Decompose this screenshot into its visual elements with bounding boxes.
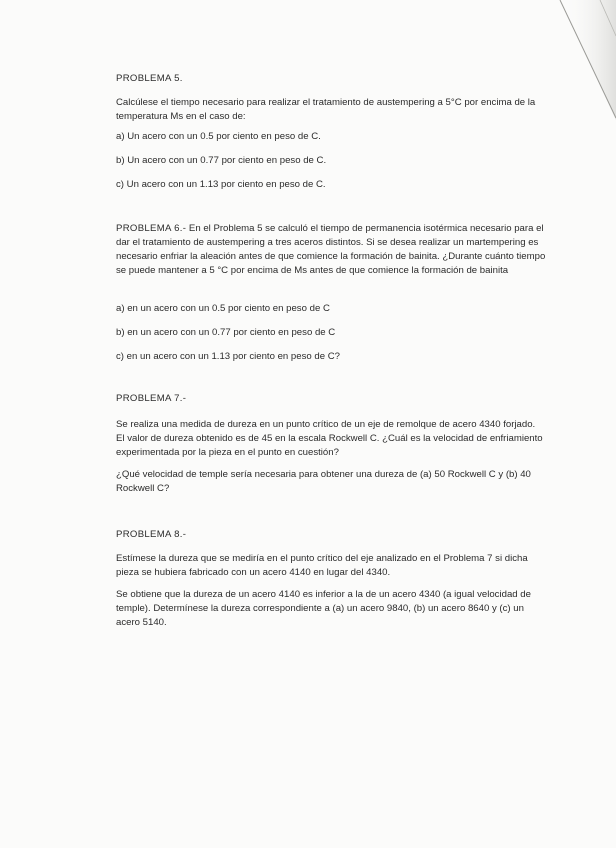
problem-5-item-c: c) Un acero con un 1.13 por ciento en peso de C. — [116, 179, 326, 190]
problem-5-heading: PROBLEMA 5. — [116, 73, 183, 84]
problem-7-paragraph-1: Se realiza una medida de dureza en un punto crítico de un eje de remolque de acero 4340 forjado. El valor de dureza obtenido es de 45 en la escala Rockwell C. ¿Cuál es la velocidad de enfriamiento experimentada por la pieza en el punto en cuestión? — [116, 419, 543, 458]
problem-6 — [116, 222, 546, 278]
problem-8-heading: PROBLEMA 8.- — [116, 529, 187, 540]
problem-8-paragraph-2: Se obtiene que la dureza de un acero 4140 es inferior a la de un acero 4340 (a igual velocidad de temple). Determínese la dureza correspondiente a (a) un acero 9840, (b) un acero 8640 y (c) un acero 5140. — [116, 589, 531, 628]
problem-7-paragraph-2: ¿Qué velocidad de temple sería necesaria para obtener una dureza de (a) 50 Rockwell C y (b) 40 Rockwell C? — [116, 469, 531, 494]
problem-6-intro: En el Problema 5 se calculó el tiempo de permanencia isotérmica necesario para el dar el tratamiento de austempering a tres aceros distintos. Si se desea realizar un martempering es necesario enfriar la aleación antes de que comience la formación de bainita. ¿Durante cuánto tiempo se puede mantener a 5 °C por encima de Ms antes de que comience la formación de bainita — [116, 223, 546, 276]
problem-5-intro: Calcúlese el tiempo necesario para realizar el tratamiento de austempering a 5°C por encima de la temperatura Ms en el caso de: — [116, 97, 536, 122]
problem-8-paragraph-1: Estímese la dureza que se mediría en el punto crítico del eje analizado en el Problema 7 si dicha pieza se hubiera fabricado con un acero 4140 en lugar del 4340. — [116, 553, 528, 578]
problem-6-item-c: c) en un acero con un 1.13 por ciento en peso de C? — [116, 351, 341, 362]
problem-7-heading: PROBLEMA 7.- — [116, 393, 187, 404]
problem-6-heading: PROBLEMA 6.- — [116, 223, 187, 234]
problem-5-item-a: a) Un acero con un 0.5 por ciento en peso de C. — [116, 131, 321, 142]
problem-5-item-b: b) Un acero con un 0.77 por ciento en peso de C. — [116, 155, 327, 166]
problem-6-item-b: b) en un acero con un 0.77 por ciento en peso de C — [116, 327, 336, 338]
problem-6-item-a: a) en un acero con un 0.5 por ciento en peso de C — [116, 303, 330, 314]
